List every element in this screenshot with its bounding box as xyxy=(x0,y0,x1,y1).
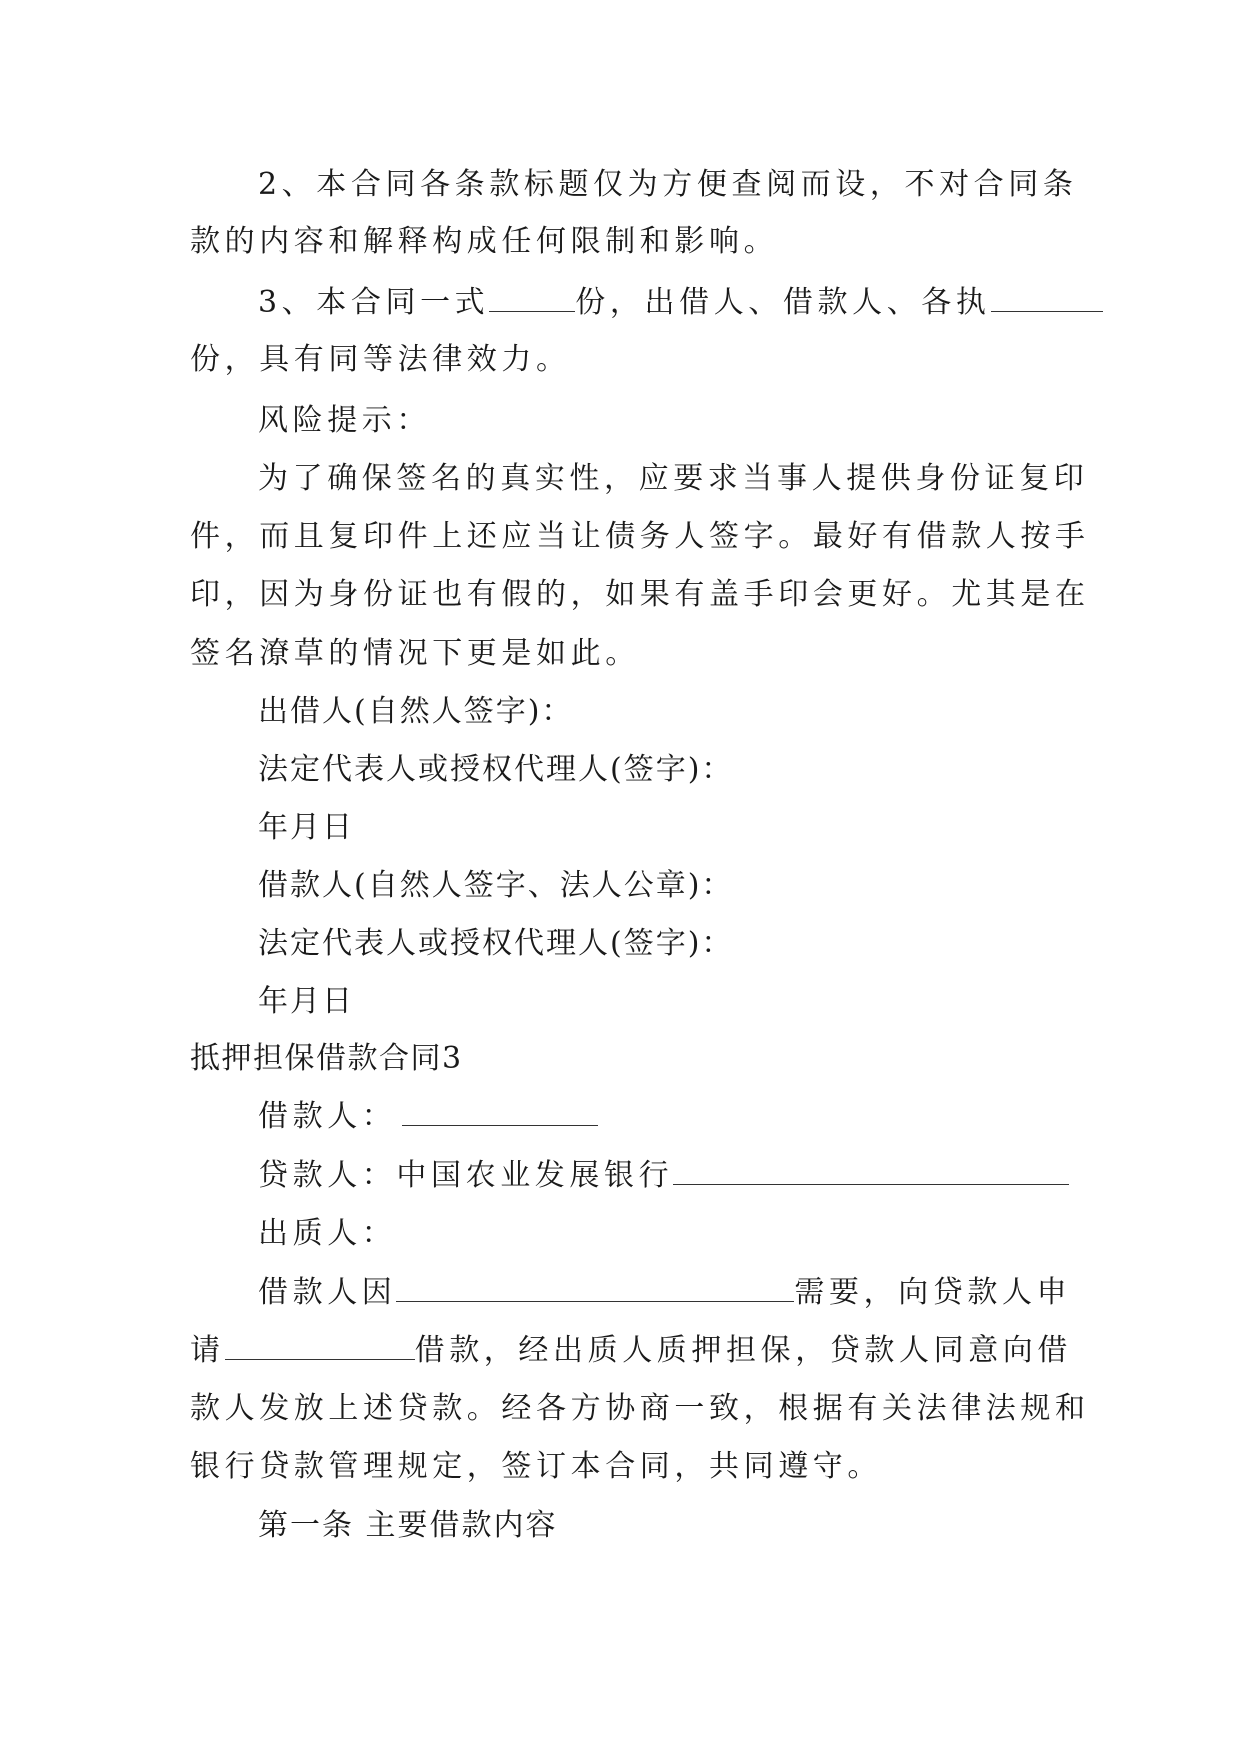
pledgor-field-label: 出质人： xyxy=(258,1216,397,1251)
clause-3-text-b: 份，出借人、借款人、各执 xyxy=(575,285,991,320)
preamble-line-1-text-b: 需要，向贷款人申 xyxy=(794,1275,1072,1310)
clause-3-line-1 xyxy=(258,283,1103,323)
risk-notice-heading-text: 风险提示： xyxy=(258,403,431,438)
contract-title xyxy=(190,1039,463,1079)
contract-title-text: 抵押担保借款合同3 xyxy=(190,1041,463,1076)
preamble-line-3 xyxy=(190,1389,1090,1429)
borrower-blank xyxy=(402,1099,598,1126)
purpose-blank xyxy=(396,1275,794,1302)
preamble-line-4-text: 银行贷款管理规定，签订本合同，共同遵守。 xyxy=(190,1449,882,1484)
each-holds-blank xyxy=(991,285,1103,312)
clause-3-text-a: 3、本合同一式 xyxy=(258,285,490,320)
borrower-representative-text: 法定代表人或授权代理人(签字)： xyxy=(258,926,734,961)
borrower-field-label: 借款人： xyxy=(258,1099,397,1134)
clause-3-line-2 xyxy=(190,340,571,380)
lender-field-label: 贷款人：中国农业发展银行 xyxy=(258,1158,674,1193)
article-1-heading-text: 第一条 主要借款内容 xyxy=(258,1508,558,1543)
preamble-line-2-text-a: 请 xyxy=(190,1333,225,1368)
clause-2-line-2-text: 款的内容和解释构成任何限制和影响。 xyxy=(190,224,779,259)
clause-3-line-2-text: 份，具有同等法律效力。 xyxy=(190,342,571,377)
lender-date-label xyxy=(258,808,354,848)
risk-notice-line-3-text: 印，因为身份证也有假的，如果有盖手印会更好。尤其是在 xyxy=(190,577,1090,612)
clause-2-line-2 xyxy=(190,222,778,262)
borrower-date-text: 年月日 xyxy=(258,984,354,1019)
borrower-field xyxy=(258,1097,598,1137)
lender-signature-text: 出借人(自然人签字)： xyxy=(258,694,574,729)
preamble-line-2 xyxy=(190,1331,1072,1371)
preamble-line-1-text-a: 借款人因 xyxy=(258,1275,397,1310)
risk-notice-line-2 xyxy=(190,517,1090,557)
copies-blank xyxy=(489,285,575,312)
lender-representative-text: 法定代表人或授权代理人(签字)： xyxy=(258,752,734,787)
borrower-signature-text: 借款人(自然人签字、法人公章)： xyxy=(258,868,734,903)
preamble-line-1 xyxy=(258,1273,1071,1313)
clause-2-line-1-text: 2、本合同各条款标题仅为方便查阅而设，不对合同条 xyxy=(258,167,1078,202)
risk-notice-line-4 xyxy=(190,634,640,674)
risk-notice-line-4-text: 签名潦草的情况下更是如此。 xyxy=(190,636,640,671)
lender-field xyxy=(258,1156,1069,1196)
preamble-line-4 xyxy=(190,1447,882,1487)
risk-notice-heading xyxy=(258,401,431,441)
amount-blank xyxy=(225,1333,415,1360)
borrower-signature-label xyxy=(258,866,733,906)
borrower-representative-label xyxy=(258,924,733,964)
preamble-line-2-text-b: 借款，经出质人质押担保，贷款人同意向借 xyxy=(414,1333,1073,1368)
risk-notice-line-3 xyxy=(190,575,1090,615)
pledgor-field xyxy=(258,1214,396,1254)
risk-notice-line-2-text: 件，而且复印件上还应当让债务人签字。最好有借款人按手 xyxy=(190,519,1090,554)
lender-signature-label xyxy=(258,692,573,732)
preamble-line-3-text: 款人发放上述贷款。经各方协商一致，根据有关法律法规和 xyxy=(190,1391,1090,1426)
lender-representative-label xyxy=(258,750,733,790)
article-1-heading xyxy=(258,1506,558,1546)
lender-date-text: 年月日 xyxy=(258,810,354,845)
risk-notice-line-1-text: 为了确保签名的真实性，应要求当事人提供身份证复印 xyxy=(258,461,1089,496)
risk-notice-line-1 xyxy=(258,459,1088,499)
borrower-date-label xyxy=(258,982,354,1022)
clause-2-line-1 xyxy=(258,165,1078,205)
lender-blank xyxy=(673,1158,1069,1185)
